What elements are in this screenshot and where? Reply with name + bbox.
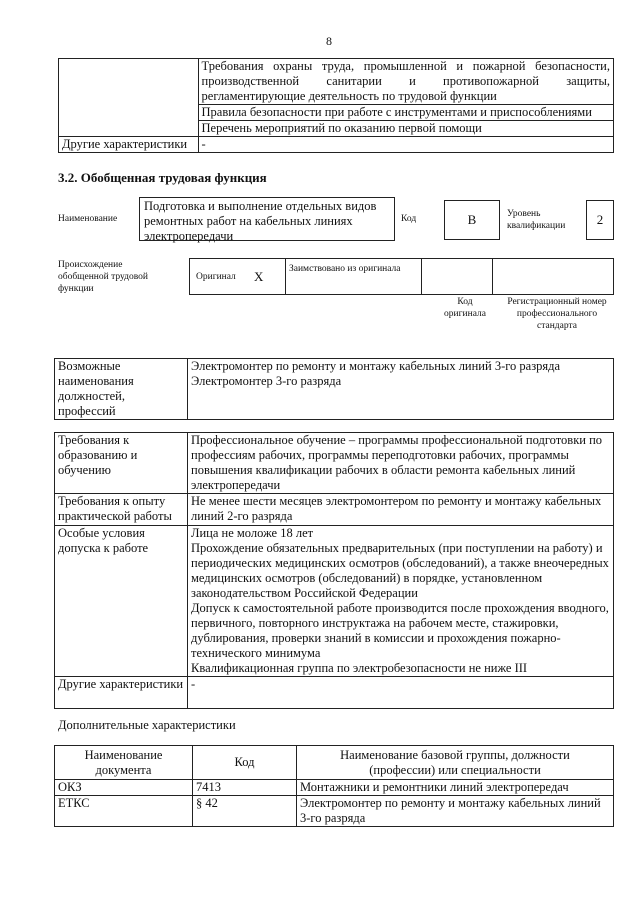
original-label: Оригинал xyxy=(190,259,252,295)
row-code: 7413 xyxy=(193,780,297,796)
header-name: Наименование базовой группы, должности (профессии) или специальности xyxy=(297,746,614,780)
top-table-left-cell xyxy=(59,121,199,137)
code-original-caption: Код оригинала xyxy=(444,297,486,319)
condition-item: Допуск к самостоятельной работе производится после прохождения вводного, первичного, повторного инструктажа на рабочем месте, стажировки, дублирования, проверки знаний в комиссии и прохождения пожарно-технического минимума xyxy=(191,601,609,660)
additional-table xyxy=(54,745,614,827)
page-number: 8 xyxy=(326,34,332,48)
positions-label: Возможные наименования должностей, профессий xyxy=(55,359,188,420)
positions-value xyxy=(188,359,614,420)
level-box: 2 xyxy=(586,200,614,240)
requirements-table xyxy=(54,432,614,709)
table-row xyxy=(55,780,614,796)
education-value: Профессиональное обучение – программы профессиональной подготовки по профессиям рабочих, программы переподготовки рабочих, программы повышения квалификации рабочих в области ремонта кабельных линий электропередачи xyxy=(188,433,614,494)
name-label: Наименование xyxy=(58,214,118,224)
conditions-label: Особые условия допуска к работе xyxy=(55,526,188,677)
conditions-value xyxy=(188,526,614,677)
education-label: Требования к образованию и обучению xyxy=(55,433,188,494)
code-label: Код xyxy=(401,214,417,224)
section-title: 3.2. Обобщенная трудовая функция xyxy=(58,170,267,185)
code-original-cell xyxy=(422,259,493,295)
header-doc: Наименование документа xyxy=(55,746,193,780)
gtf-name-box: Подготовка и выполнение отдельных видов ремонтных работ на кабельных линиях электропередачи xyxy=(139,197,395,241)
level-label: Уровень квалификации xyxy=(507,209,566,231)
other-req-label: Другие характеристики xyxy=(55,677,188,709)
gtf-code-box: В xyxy=(444,200,500,240)
top-table-row-3: Перечень мероприятий по оказанию первой помощи xyxy=(198,121,613,137)
origin-label: Происхождение обобщенной трудовой функции xyxy=(58,260,148,294)
top-table-row-1: Требования охраны труда, промышленной и пожарной безопасности, производственной санитарии и противопожарной защиты, регламентирующие деятельность по трудовой функции xyxy=(198,59,613,105)
condition-item: Лица не моложе 18 лет xyxy=(191,526,314,540)
other-req-value: - xyxy=(188,677,614,709)
row-doc: ОКЗ xyxy=(55,780,193,796)
additional-title: Дополнительные характеристики xyxy=(58,718,236,732)
table-row xyxy=(55,796,614,827)
top-table-row-2: Правила безопасности при работе с инструментами и приспособлениями xyxy=(198,105,613,121)
position-item: Электромонтер по ремонту и монтажу кабельных линий 3-го разряда xyxy=(191,359,561,373)
header-code: Код xyxy=(193,746,297,780)
top-table-left-cell xyxy=(59,59,199,105)
row-doc: ЕТКС xyxy=(55,796,193,827)
positions-table xyxy=(54,358,614,420)
reg-number-caption: Регистрационный номер профессионального стандарта xyxy=(507,297,607,331)
top-table-left-cell xyxy=(59,105,199,121)
row-name: Монтажники и ремонтники линий электропередач xyxy=(297,780,614,796)
row-name: Электромонтер по ремонту и монтажу кабельных линий 3-го разряда xyxy=(297,796,614,827)
experience-value: Не менее шести месяцев электромонтером по ремонту и монтажу кабельных линий 2-го разряда xyxy=(188,494,614,526)
reg-number-cell xyxy=(493,259,614,295)
experience-label: Требования к опыту практической работы xyxy=(55,494,188,526)
position-item: Электромонтер 3-го разряда xyxy=(191,374,342,388)
top-table-other-label: Другие характеристики xyxy=(59,137,199,153)
condition-item: Квалификационная группа по электробезопасности не ниже III xyxy=(191,661,528,675)
row-code: § 42 xyxy=(193,796,297,827)
borrowed-label: Заимствовано из оригинала xyxy=(286,259,422,295)
original-mark: X xyxy=(251,259,286,295)
top-table-other-value: - xyxy=(198,137,613,153)
origin-table xyxy=(189,258,614,295)
top-table xyxy=(58,58,614,153)
condition-item: Прохождение обязательных предварительных (при поступлении на работу) и периодических медицинских осмотров (обследований), а также внеочередных медицинских осмотров (обследований) в порядке, установленном законодательством Российской Федерации xyxy=(191,541,609,600)
